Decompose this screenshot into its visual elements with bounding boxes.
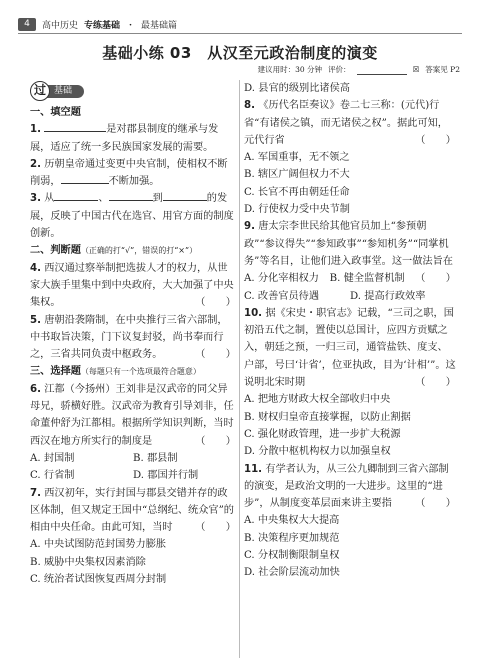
option-8b[interactable]: B. 辖区广阔但权力不大 <box>244 169 350 181</box>
option-10d[interactable]: D. 分散中枢机构权力以加强皇权 <box>244 446 391 458</box>
option-8a[interactable]: A. 军国重事，无不领之 <box>244 152 350 164</box>
options-6b: C. 行省制 D. 郡国并行制 <box>30 470 199 482</box>
tag-label: 基础 <box>44 85 84 98</box>
question-4: 4. 西汉通过察举制把选拔人才的权力，从世家大族手里集中到中央政府，大大加强了中央集权。 （ ） <box>30 260 236 312</box>
option-11a[interactable]: A. 中央集权大大提高 <box>244 515 340 527</box>
question-10: 10. 据《宋史・职官志》记载，“三司之职，国初沿五代之制，置使以总国计，应四方贡赋之入，朝廷之预，一归三司，通管盐铁、度支、户部，号曰‘计省’，位亚执政，目为‘计相’”。这说明北宋时期 （ ） <box>244 305 456 391</box>
left-column <box>30 80 236 588</box>
section-judge: 二、判断题（正确的打“√”，错误的打“×”） <box>30 245 198 257</box>
answer-paren[interactable]: （ ） <box>195 297 236 309</box>
answer-paren[interactable]: （ ） <box>415 273 456 285</box>
question-3: 3. 从 、 到 的发展，反映了中国古代在选官、用官方面的制度创新。 <box>30 190 236 242</box>
option-7a[interactable]: A. 中央试图防范封国势力膨胀 <box>30 539 167 551</box>
answer-paren[interactable]: （ ） <box>415 498 456 510</box>
dot-separator: ・ <box>126 21 136 31</box>
question-9: 9. 唐太宗李世民给其他官员加上“参预朝政”“参议得失”“参知政事”“参知机务”“同掌机务”等名目，让他们进入政事堂。这一做法旨在 （ ） <box>244 218 456 270</box>
options-9a: A. 分化宰相权力 B. 健全监督机制 <box>244 273 405 285</box>
option-11b[interactable]: B. 决策程序更加规范 <box>244 532 340 544</box>
page-header <box>18 16 462 34</box>
meta-bar <box>258 64 460 75</box>
score-label: 评价： <box>328 65 351 74</box>
answer-paren[interactable]: （ ） <box>415 377 456 389</box>
answer-paren[interactable]: （ ） <box>195 435 236 447</box>
blank[interactable] <box>109 190 153 201</box>
option-11c[interactable]: C. 分权制衡限制皇权 <box>244 550 340 562</box>
answer-paren[interactable]: （ ） <box>195 349 236 361</box>
column-divider <box>239 80 240 658</box>
blank[interactable] <box>54 190 98 201</box>
time-label: 建议用时：30 分钟 <box>257 65 323 74</box>
section-choice: 三、选择题（每题只有一个选项最符合题意） <box>30 366 201 378</box>
brand-label: 专练基础 <box>84 21 121 31</box>
answer-paren[interactable]: （ ） <box>195 522 236 534</box>
question-5: 5. 唐朝沿袭隋制，在中央推行三省六部制，中书取旨决策，门下议复封驳，尚书奉而行之，三省共同负责中枢政务。 （ ） <box>30 312 236 364</box>
question-1: 1. 是对郡县制度的继承与发展，适应了统一多民族国家发展的需要。 <box>30 121 236 156</box>
question-2: 2. 历朝皇帝通过变更中央官制，使相权不断削弱， 不断加强。 <box>30 158 228 188</box>
option-8d[interactable]: D. 行使权力受中央节制 <box>244 204 350 216</box>
right-column <box>244 80 456 582</box>
answer-ref: 答案见 P2 <box>425 65 460 74</box>
section-tag <box>30 80 236 102</box>
option-7c[interactable]: C. 统治者试图恢复西周分封制 <box>30 574 167 586</box>
question-7: 7. 西汉初年，实行封国与郡县交错并存的政区体制，但又规定王国中“总纲纪、统众官”的相由中央任命。由此可知，当时 （ ） <box>30 485 236 537</box>
options-6a: A. 封国制 B. 郡县制 <box>30 452 178 464</box>
blank[interactable] <box>61 173 109 184</box>
option-10b[interactable]: B. 财权归皇帝直接掌握，以防止割据 <box>244 411 411 423</box>
option-8c[interactable]: C. 长官不再由朝廷任命 <box>244 186 350 198</box>
option-7d[interactable]: D. 县官的级别比诸侯高 <box>244 83 350 94</box>
score-blank <box>357 64 407 75</box>
options-9b: C. 改善官员待遇 D. 提高行政效率 <box>244 290 426 302</box>
tag-icon: 过 <box>30 81 50 101</box>
option-10a[interactable]: A. 把地方财政大权全部收归中央 <box>244 394 391 406</box>
answer-paren[interactable]: （ ） <box>415 134 456 146</box>
blank[interactable] <box>163 190 207 201</box>
page-title: 基础小练 03 从汉至元政治制度的演变 <box>102 44 378 62</box>
question-6: 6. 江都（今扬州）王刘非是汉武帝的同父异母兄，骄横好胜。汉武帝为教育引导刘非，任命董仲舒为江都相。根据所学知识判断，当时西汉在地方所实行的制度是 （ ） <box>30 381 236 450</box>
question-11: 11. 有学者认为，从三公九卿制到三省六部制的演变，是政治文明的一大进步。这里的“进步”，从制度变革层面来讲主要指 （ ） <box>244 461 456 513</box>
answer-ref-icon: ☒ <box>412 65 420 74</box>
option-10c[interactable]: C. 强化财政管理，进一步扩大税源 <box>244 428 401 440</box>
section-fill: 一、填空题 <box>30 107 81 118</box>
subject-label: 高中历史 <box>42 21 79 31</box>
option-11d[interactable]: D. 社会阶层流动加快 <box>244 567 340 579</box>
blank[interactable] <box>44 121 106 132</box>
question-8: 8. 《历代名臣奏议》卷二七三称：(元代)行省“有诸侯之镇，而无诸侯之权”。据此可知，元代行省 （ ） <box>244 97 456 149</box>
series-label: 最基础篇 <box>141 21 178 31</box>
page-number: 4 <box>18 18 36 31</box>
option-7b[interactable]: B. 威胁中央集权因素消除 <box>30 556 146 568</box>
